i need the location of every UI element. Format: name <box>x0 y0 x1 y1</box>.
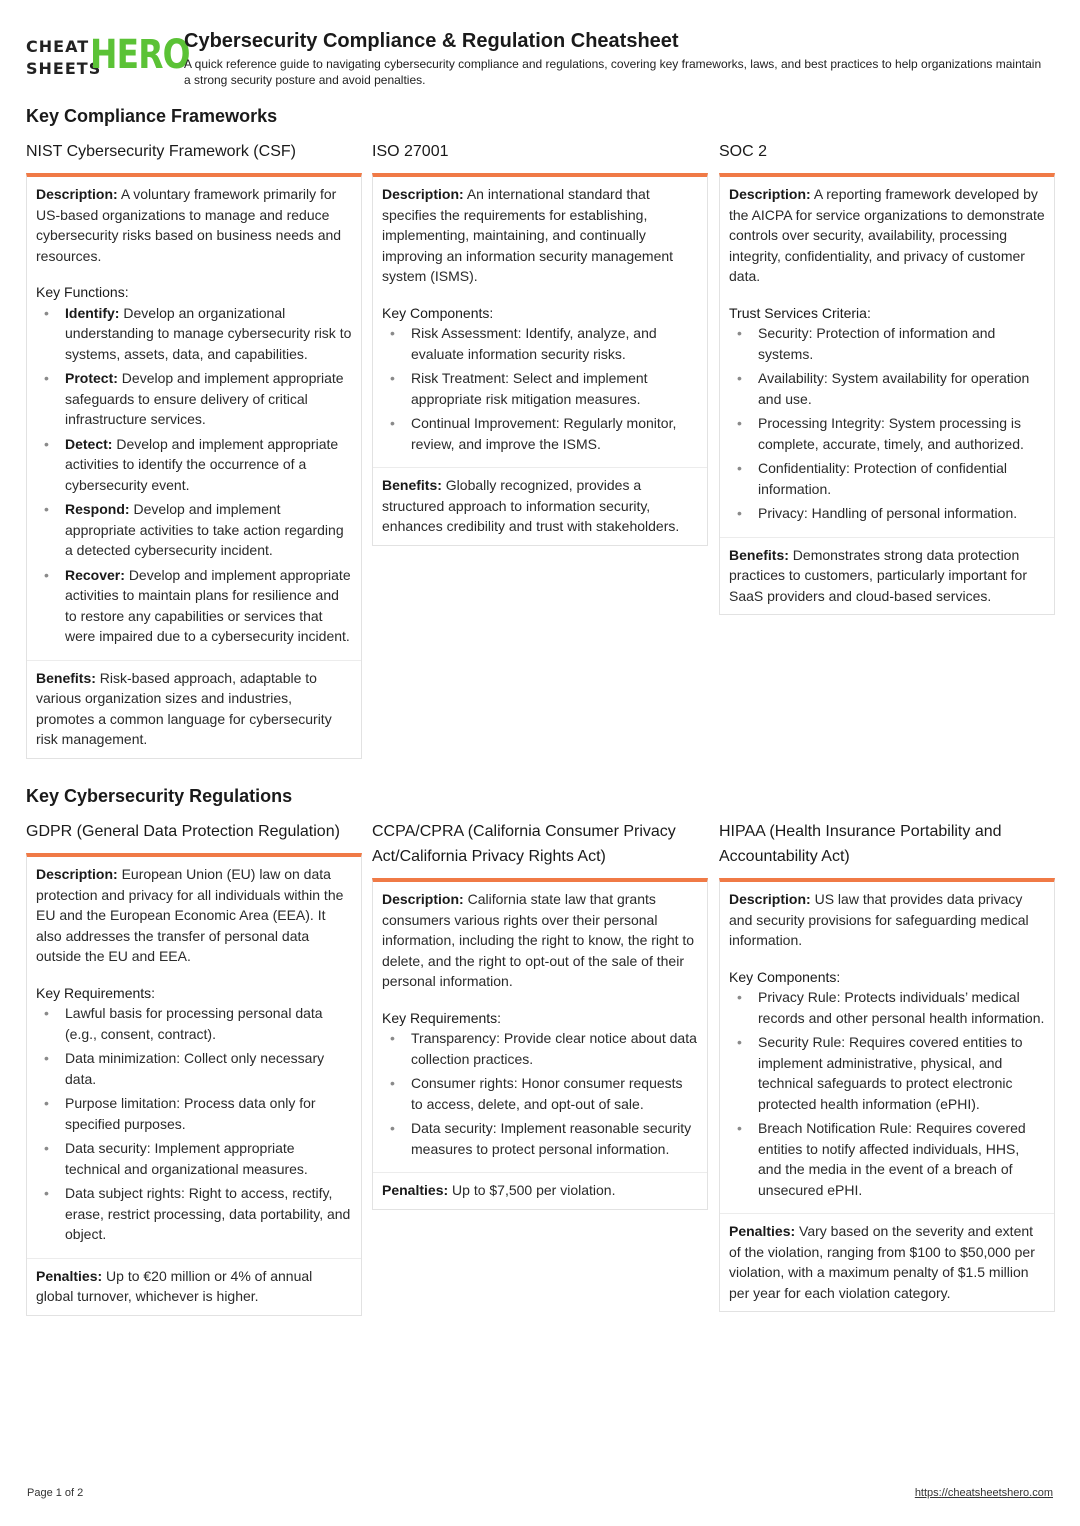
section-title-regulations: Key Cybersecurity Regulations <box>26 786 293 806</box>
list-item <box>382 1028 698 1069</box>
penalties-label: Penalties: <box>382 1182 449 1198</box>
list-item <box>729 1032 1045 1114</box>
description <box>382 184 698 287</box>
description-text: An international standard that specifies the requirements for establishing, implementing, maintaining, and continually improving an information security management system (ISMS). <box>382 186 674 284</box>
card-body <box>373 177 707 467</box>
description-text: California state law that grants consumers various rights over their personal information, including the right to know, the right to delete, and the right to opt-out of the sale of their personal information. <box>382 891 695 989</box>
page-number: Page 1 of 2 <box>27 1487 84 1499</box>
description-text: A reporting framework developed by the AICPA for service organizations to demonstrate controls over security, availability, processing integrity, confidentiality, and privacy of customer data. <box>729 186 1045 284</box>
card-footer <box>373 1172 707 1209</box>
benefits-label: Benefits: <box>36 669 96 686</box>
card-title: ISO 27001 <box>372 143 449 160</box>
description-label: Description: <box>36 186 118 202</box>
list-item-text: Data security: Implement reasonable security measures to protect personal information. <box>411 1120 692 1157</box>
list-item <box>382 413 698 454</box>
card-body <box>27 857 361 1258</box>
card-box <box>26 853 362 1316</box>
list-item <box>36 499 352 561</box>
card-iso-27001 <box>372 139 708 546</box>
item-list <box>382 1028 698 1159</box>
item-list <box>36 303 352 647</box>
list-item-text: Privacy Rule: Protects individuals’ medical records and other personal health information. <box>758 989 1045 1026</box>
list-item-text: Privacy: Handling of personal information. <box>758 505 1018 521</box>
description <box>36 864 352 967</box>
description-text: European Union (EU) law on data protection and privacy for all individuals within the EU and the European Economic Area (EEA). It also addresses the transfer of personal data outside the EU and EEA. <box>36 866 344 964</box>
list-item-text: Data minimization: Collect only necessary data. <box>65 1050 325 1087</box>
penalties-text: Vary based on the severity and extent of the violation, ranging from $100 to $50,000 per violation, with a maximum penalty of $1.5 million per year for each violation category. <box>729 1223 1035 1301</box>
list-item-text: Availability: System availability for operation and use. <box>758 370 1030 407</box>
card-nist-csf <box>26 139 362 759</box>
item-list <box>729 987 1045 1200</box>
list-item-text: Security: Protection of information and systems. <box>758 325 996 362</box>
penalties-text: Up to €20 million or 4% of annual global turnover, whichever is higher. <box>36 1267 313 1304</box>
card-box <box>26 173 362 759</box>
logo-text-sheets: SHEETS <box>26 59 102 78</box>
card-footer <box>720 537 1054 615</box>
card-hipaa <box>719 819 1055 1312</box>
list-item-text: Purpose limitation: Process data only for specified purposes. <box>65 1095 316 1132</box>
card-ccpa-cpra <box>372 819 708 1210</box>
description <box>729 889 1045 951</box>
list-item-term: Protect: <box>65 370 118 386</box>
card-title: SOC 2 <box>719 143 768 160</box>
list-item-text: Breach Notification Rule: Requires covered entities to notify affected individuals, HHS, and the media in the event of a breach of unsecured ePHI. <box>758 1120 1026 1198</box>
card-footer <box>27 660 361 758</box>
list-item <box>36 1183 352 1245</box>
list-label: Key Functions: <box>36 284 129 300</box>
page-title: Cybersecurity Compliance & Regulation Cheatsheet <box>184 30 679 52</box>
list-item <box>382 1073 698 1114</box>
list-item-text: Lawful basis for processing personal data (e.g., consent, contract). <box>65 1005 323 1042</box>
list-label: Key Requirements: <box>36 984 156 1001</box>
list-label: Key Components: <box>382 304 494 321</box>
benefits-text: Risk-based approach, adaptable to various organization sizes and industries, promotes a common language for cybersecurity risk management. <box>36 669 332 747</box>
card-soc-2 <box>719 139 1055 615</box>
list-item <box>36 1093 352 1134</box>
list-item-text: Risk Treatment: Select and implement appropriate risk mitigation measures. <box>411 370 648 407</box>
description-label: Description: <box>36 866 118 882</box>
list-item <box>729 987 1045 1028</box>
description <box>382 889 698 992</box>
list-item-term: Detect: <box>65 435 113 452</box>
list-item-text: Consumer rights: Honor consumer requests to access, delete, and opt-out of sale. <box>411 1075 683 1112</box>
description-text: A voluntary framework primarily for US-based organizations to manage and reduce cybersecurity risks based on business needs and resources. <box>36 186 342 264</box>
list-item <box>729 368 1045 409</box>
penalties-label: Penalties: <box>36 1267 103 1284</box>
benefits-text: Demonstrates strong data protection practices to customers, particularly important for SaaS providers and cloud-based services. <box>729 546 1027 604</box>
site-link[interactable]: https://cheatsheetshero.com <box>914 1487 1053 1499</box>
list-item <box>36 565 352 647</box>
list-item <box>382 323 698 364</box>
description-label: Description: <box>382 891 464 907</box>
penalties-text: Up to $7,500 per violation. <box>452 1182 616 1198</box>
card-box <box>372 173 708 546</box>
item-list <box>36 1003 352 1245</box>
description-label: Description: <box>382 186 464 202</box>
benefits-label: Benefits: <box>382 477 442 493</box>
logo-text-hero: HERO <box>90 32 190 78</box>
list-item <box>36 1138 352 1179</box>
list-item <box>36 1048 352 1089</box>
cheatsheetshero-logo[interactable] <box>26 32 190 80</box>
card-footer <box>720 1213 1054 1311</box>
list-item <box>36 1003 352 1044</box>
list-item-term: Recover: <box>65 566 125 583</box>
item-list <box>729 323 1045 524</box>
description <box>729 184 1045 287</box>
list-item <box>729 458 1045 499</box>
card-title: GDPR (General Data Protection Regulation) <box>26 823 340 840</box>
card-body <box>373 882 707 1172</box>
card-box <box>372 878 708 1210</box>
card-gdpr <box>26 819 362 1316</box>
list-item <box>36 434 352 496</box>
card-body <box>720 177 1054 537</box>
list-item <box>36 303 352 365</box>
list-label: Trust Services Criteria: <box>729 304 871 321</box>
list-item <box>729 503 1045 524</box>
description-label: Description: <box>729 891 811 907</box>
card-footer <box>373 467 707 545</box>
card-box <box>719 878 1055 1312</box>
benefits-label: Benefits: <box>729 546 789 563</box>
list-item-text: Develop and implement appropriate activities to identify the occurrence of a cybersecurity event. <box>65 435 339 493</box>
description-label: Description: <box>729 186 811 202</box>
card-title: NIST Cybersecurity Framework (CSF) <box>26 143 296 160</box>
list-item <box>729 413 1045 454</box>
list-item <box>36 368 352 430</box>
penalties-label: Penalties: <box>729 1223 796 1239</box>
list-item <box>382 368 698 409</box>
page-header <box>26 28 1056 94</box>
description-text: US law that provides data privacy and security provisions for safeguarding medical information. <box>729 891 1029 948</box>
list-label: Key Components: <box>729 968 841 985</box>
card-box <box>719 173 1055 615</box>
card-title: CCPA/CPRA (California Consumer Privacy Act/California Privacy Rights Act) <box>372 823 676 865</box>
list-item-text: Confidentiality: Protection of confidential information. <box>758 460 1008 497</box>
list-label: Key Requirements: <box>382 1009 502 1026</box>
list-item-text: Transparency: Provide clear notice about data collection practices. <box>411 1030 697 1067</box>
list-item-text: Processing Integrity: System processing is complete, accurate, timely, and authorized. <box>758 415 1024 452</box>
list-item-text: Data security: Implement appropriate technical and organizational measures. <box>65 1140 308 1177</box>
list-item <box>729 1118 1045 1200</box>
list-item-text: Continual Improvement: Regularly monitor, review, and improve the ISMS. <box>411 415 677 452</box>
list-item-text: Data subject rights: Right to access, rectify, erase, restrict processing, data portability, and object. <box>65 1185 351 1242</box>
list-item-text: Develop and implement appropriate activities to maintain plans for resilience and to restore any capabilities or services that were impaired due to a cybersecurity incident. <box>65 566 351 644</box>
list-item-text: Develop and implement appropriate safeguards to ensure delivery of critical infrastructure services. <box>65 370 344 427</box>
list-item <box>382 1118 698 1159</box>
logo-text-cheat: CHEAT <box>26 37 90 56</box>
page-subtitle: A quick reference guide to navigating cybersecurity compliance and regulations, covering key frameworks, laws, and best practices to help organizations maintain a strong security posture and avoid penalties. <box>184 57 1042 87</box>
benefits-text: Globally recognized, provides a structured approach to information security, enhances credibility and trust with stakeholders. <box>382 477 680 534</box>
list-item-text: Security Rule: Requires covered entities to implement administrative, physical, and technical safeguards to protect electronic protected health information (ePHI). <box>758 1034 1023 1112</box>
list-item-text: Develop and implement appropriate activities to take action regarding a detected cybersecurity incident. <box>65 501 344 558</box>
card-footer <box>27 1258 361 1315</box>
section-title-frameworks: Key Compliance Frameworks <box>26 106 278 126</box>
card-body <box>27 177 361 660</box>
card-body <box>720 882 1054 1213</box>
list-item-text: Risk Assessment: Identify, analyze, and evaluate information security risks. <box>411 325 657 362</box>
list-item <box>729 323 1045 364</box>
card-title: HIPAA (Health Insurance Portability and Accountability Act) <box>719 823 1002 865</box>
description <box>36 184 352 266</box>
list-item-term: Respond: <box>65 501 130 517</box>
list-item-term: Identify: <box>65 304 120 321</box>
item-list <box>382 323 698 454</box>
list-item-text: Develop an organizational understanding to manage cybersecurity risk to systems, assets, data, and capabilities. <box>65 304 352 362</box>
